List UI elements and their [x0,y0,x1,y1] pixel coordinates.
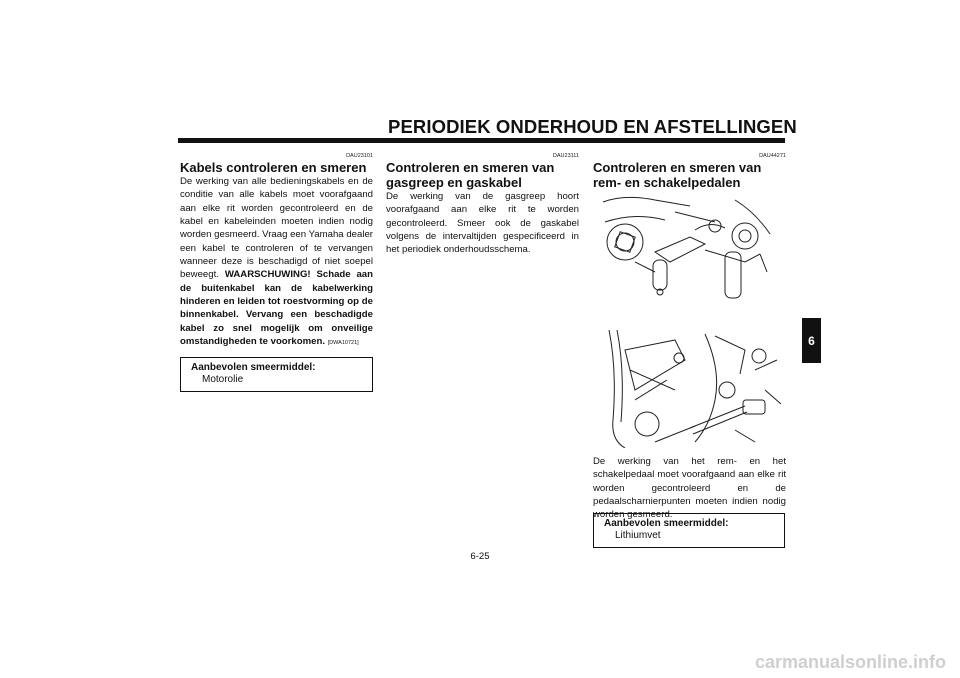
section-body: De werking van de gasgreep hoort voorafgaand aan elke rit te worden gecontroleerd. Smeer ook de gaskabel volgens de intervaltijden gespecificeerd in het periodiek onderhoudsschema. [386,191,579,256]
chapter-tab-label: 6 [808,333,815,348]
lubricant-box [180,357,373,392]
warning-text: WAARSCHUWING! Schade aan de buitenkabel kan de kabelwerking hinderen en leiden tot roestvorming op de binnenkabel. Vervang een beschadigde kabel zo snel mogelijk om onveilige omstandigheden te voorkomen. [180,269,373,348]
page-header-title: PERIODIEK ONDERHOUD EN AFSTELLINGEN [388,116,797,137]
brake-pedal-illustration [595,192,783,310]
lubricant-box-title: Aanbevolen smeermiddel: [191,362,316,374]
page-number: 6-25 [470,551,490,562]
lubricant-box-value: Lithiumvet [615,530,661,541]
section-body [180,175,373,350]
section-cables [180,152,373,392]
section-code: DAU44271 [759,153,786,159]
section-throttle [386,152,579,257]
section-heading: Controleren en smeren van gasgreep en gaskabel [386,160,555,190]
lubricant-box-value: Motorolie [202,374,244,386]
shift-pedal-illustration [595,330,783,448]
header-rule [178,138,785,143]
lubricant-box-title: Aanbevolen smeermiddel: [604,518,729,529]
watermark: carmanualsonline.info [754,652,946,672]
section-pedals [593,152,786,190]
warning-code: [DWA10721] [327,340,359,347]
body-text: De werking van alle bedieningskabels en de conditie van alle kabels moet voorafgaand aan elke rit worden gecontroleerd en de kabel en kabeleinden moeten indien nodig worden gesmeerd. Vraag een Yamaha dealer een kabel te controleren of te vervangen wanneer deze is beschadigd of niet soepel beweegt. [180,176,373,281]
section-code: DAU23111 [552,153,579,159]
section-code: DAU23101 [346,153,373,159]
section-heading: Kabels controleren en smeren [180,160,367,175]
section-heading: Controleren en smeren van rem- en schakelpedalen [593,160,762,190]
chapter-tab [802,318,821,363]
pedals-body: De werking van het rem- en het schakelpedaal moet voorafgaand aan elke rit worden gecontroleerd en de pedaalscharnierpunten moeten indien nodig worden gesmeerd. [593,456,786,521]
lubricant-box [593,513,785,548]
